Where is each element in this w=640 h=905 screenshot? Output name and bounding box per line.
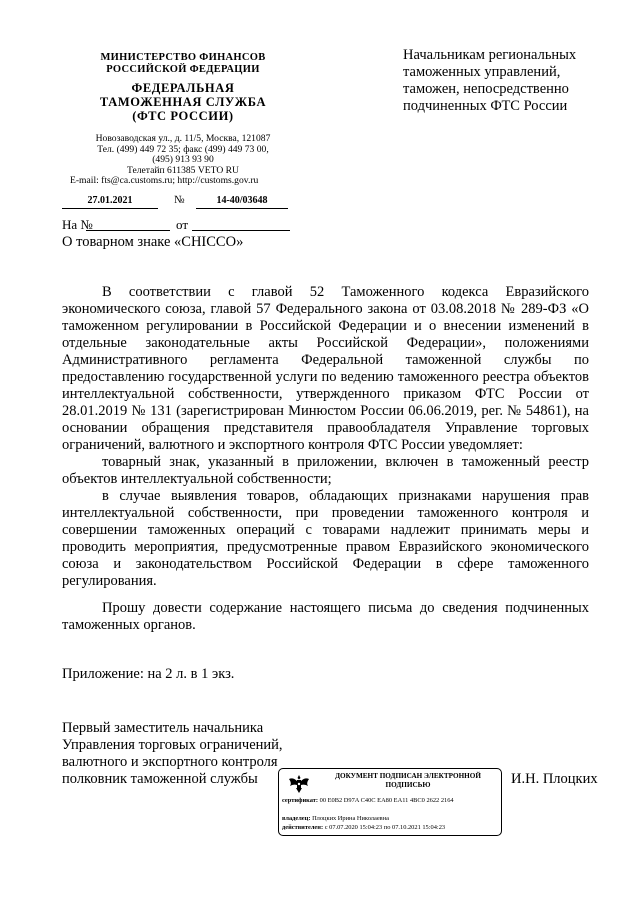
letter-body bbox=[62, 284, 589, 634]
electronic-signature-stamp bbox=[278, 768, 502, 836]
eagle-emblem-icon bbox=[287, 773, 311, 795]
addressee: Начальникам региональных таможенных управлений, таможен, непосредственно подчиненных ФТС России bbox=[403, 47, 577, 114]
reply-reference-line bbox=[62, 217, 294, 233]
signer-name: И.Н. Плоцких bbox=[511, 771, 598, 787]
reference-date-blank bbox=[192, 230, 290, 231]
on-no-label: На № bbox=[62, 217, 93, 232]
letterhead bbox=[70, 52, 296, 187]
document-date: 27.01.2021 bbox=[62, 195, 158, 209]
ministry-name: МИНИСТЕРСТВО ФИНАНСОВ РОССИЙСКОЙ ФЕДЕРАЦИИ bbox=[100, 52, 266, 75]
body-paragraph-4: Прошу довести содержание настоящего письма до сведения подчиненных таможенных органов. bbox=[62, 600, 589, 633]
stamp-validity: действителен: с 07.07.2020 15:04:23 по 07.10.2021 15:04:23 bbox=[282, 824, 446, 831]
number-sign: № bbox=[174, 194, 185, 206]
body-paragraph-3: в случае выявления товаров, обладающих признаками нарушения прав интеллектуальной собственности, при проведении таможенного контроля и совершении таможенных операций с товарами надлежит принимать меры и проводить мероприятия, предусмотренные правом Евразийского экономического союза и законодательством Российской Федерации в сфере таможенного регулирования. bbox=[62, 488, 589, 589]
reference-number-blank bbox=[86, 230, 170, 231]
document-number: 14-40/03648 bbox=[196, 195, 288, 209]
stamp-title: ДОКУМЕНТ ПОДПИСАН ЭЛЕКТРОННОЙ ПОДПИСЬЮ bbox=[335, 772, 481, 789]
registration-line bbox=[62, 195, 292, 211]
signer-position: Первый заместитель начальника Управления торговых ограничений, валютного и экспортного контроля полковник таможенной службы bbox=[62, 720, 283, 787]
stamp-certificate: сертификат: 00 E0B2 D97A C40C EA80 EA11 4BC0 2622 2164 bbox=[282, 797, 454, 804]
attachment-note: Приложение: на 2 л. в 1 экз. bbox=[62, 666, 235, 682]
stamp-owner: владелец: Плоцких Ирина Николаевна bbox=[282, 815, 389, 822]
from-label: от bbox=[176, 217, 189, 232]
letter-subject: О товарном знаке «CHICCO» bbox=[62, 234, 244, 250]
agency-name: ФЕДЕРАЛЬНАЯ ТАМОЖЕННАЯ СЛУЖБА (ФТС РОССИИ) bbox=[99, 81, 267, 123]
agency-contacts: Новозаводская ул., д. 11/5, Москва, 121087 Тел. (499) 449 72 35; факс (499) 449 73 00, (495) 913 93 90 Телетайп 611385 VETO RU E-mail: fts@ca.customs.ru; http://customs.gov.ru bbox=[70, 134, 296, 187]
body-paragraph-2: товарный знак, указанный в приложении, включен в таможенный реестр объектов интеллектуальной собственности; bbox=[62, 454, 589, 487]
body-paragraph-1: В соответствии с главой 52 Таможенного кодекса Евразийского экономического союза, главой 57 Федерального закона от 03.08.2018 № 289-ФЗ «О таможенном регулировании в Российской Федерации и о внесении изменений в отдельные законодательные акты Российской Федерации», положениями Административного регламента Федеральной таможенной службы по предоставлению государственной услуги по ведению таможенного реестра объектов интеллектуальной собственности, утвержденного приказом ФТС России от 28.01.2019 № 131 (зарегистрирован Минюстом России 06.06.2019, рег. № 54861), на основании обращения представителя правообладателя Управление торговых ограничений, валютного и экспортного контроля ФТС России уведомляет: bbox=[62, 284, 589, 453]
agency-email: E-mail: fts@ca.customs.ru; http://customs.gov.ru bbox=[70, 175, 259, 187]
